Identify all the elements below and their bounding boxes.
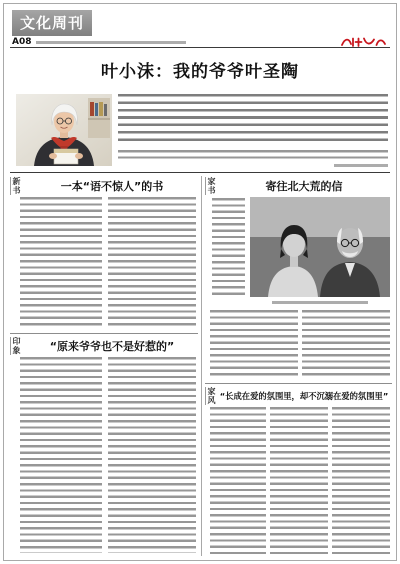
lead-photo-caption	[118, 150, 388, 161]
body-text-column	[332, 407, 390, 554]
section-rule	[205, 383, 392, 384]
family-photo	[250, 197, 390, 297]
page-number: A08	[12, 37, 32, 47]
section-rule	[10, 333, 198, 334]
body-text-column	[20, 197, 102, 329]
section-title-impression: “原来爷爷也不是好惹的”	[49, 340, 175, 353]
section-title: 文化周刊	[19, 14, 84, 32]
header-rule	[10, 47, 390, 48]
body-text-column	[302, 310, 390, 378]
section-title-family-letters: 寄往北大荒的信	[265, 180, 343, 193]
lead-photo	[16, 94, 112, 166]
section-label-impression: 印象	[12, 337, 21, 355]
section-label-family-tradition: 家风	[207, 387, 216, 405]
headline: 叶小沫：我的爷爷叶圣陶	[101, 62, 299, 82]
body-text-column	[270, 407, 328, 554]
intro-rule	[10, 172, 390, 173]
section-title-family-tradition: “长成在爱的氛围里，却不沉溺在爱的氛围里”	[219, 391, 389, 401]
masthead-logo	[340, 33, 388, 45]
family-photo-caption	[272, 301, 368, 304]
body-text-column	[20, 357, 102, 553]
body-text-column	[210, 407, 266, 554]
section-tab	[12, 10, 92, 36]
byline-text	[334, 164, 388, 167]
section-label-family-letters: 家书	[207, 177, 216, 195]
section-label-new-book: 新书	[12, 177, 21, 195]
section-title-new-book: 一本“语不惊人”的书	[60, 180, 164, 193]
intro-text	[118, 94, 388, 146]
body-text-column	[108, 197, 196, 329]
body-text-column	[212, 198, 245, 298]
dateline-text	[36, 41, 186, 44]
body-text-column	[210, 310, 298, 378]
column-divider	[201, 176, 202, 556]
body-text-column	[108, 357, 196, 553]
